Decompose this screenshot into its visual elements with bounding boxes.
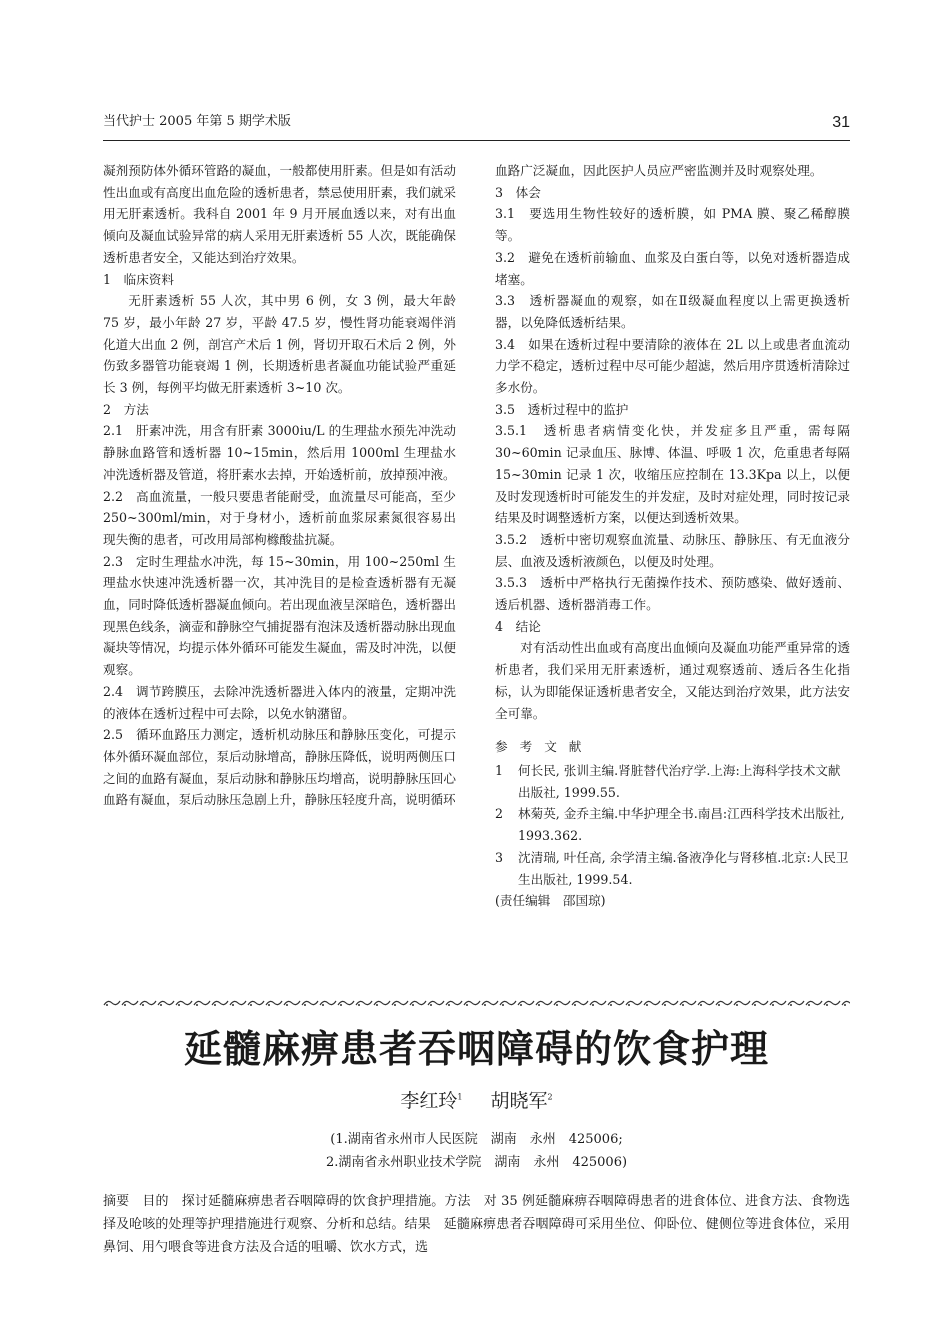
section-heading-conclusion: 4 结论 xyxy=(495,618,541,634)
right-column xyxy=(495,160,850,912)
author-affiliation-mark: 1 xyxy=(457,1092,463,1102)
reference-number: 2 xyxy=(495,806,504,822)
author-affiliations xyxy=(103,1128,850,1174)
paragraph-2-1: 2.1 肝素冲洗，用含有肝素 3000iu/L 的生理盐水预先冲洗动静脉血路管和透析器 10~15min，然后用 1000ml 生理盐水冲洗透析器及管道，将肝素水去掉，开始透析前，放掉预冲液。 xyxy=(103,423,456,482)
affiliation-line: 2.湖南省永州职业技术学院 湖南 永州 425006) xyxy=(325,1155,628,1170)
header-rule xyxy=(103,140,850,141)
paragraph-intro: 凝剂预防体外循环管路的凝血，一般都使用肝素。但是如有活动性出血或有高度出血危险的透析患者，禁忌使用肝素，我们就采用无肝素透析。我科自 2001 年 9 月开展血透以来，对有出血倾向及凝血试验异常的病人采用无肝素透析 55 人次，既能确保透析患者安全，又能达到治疗效果。 xyxy=(103,163,456,265)
section-heading-methods: 2 方法 xyxy=(103,401,149,417)
paragraph-2-3: 2.3 定时生理盐水冲洗，每 15~30min，用 100~250ml 生理盐水快速冲洗透析器一次，其冲洗目的是检查透析器有无凝血，同时降低透析器凝血倾向。若出现血液呈深暗色，透析器出现黑色线条，滴壶和静脉空气捕捉器有泡沫及透析器动脉出现血凝块等情况，均提示体外循环可能发生凝血，需及时冲洗，以便观察。 xyxy=(103,553,456,678)
paragraph-continued: 血路广泛凝血，因此医护人员应严密监测并及时观察处理。 xyxy=(495,163,823,178)
page-header xyxy=(103,110,850,136)
author-affiliation-mark: 2 xyxy=(547,1092,553,1102)
reference-item xyxy=(495,760,850,803)
paragraph-3-2: 3.2 避免在透析前输血、血浆及白蛋白等，以免对透析器造成堵塞。 xyxy=(495,249,850,287)
paragraph-2-5: 2.5 循环血路压力测定，透析机动脉压和静脉压变化，可提示体外循环凝血部位，泵后动脉增高，静脉压降低，说明两侧压口之间的血路有凝血，泵后动脉和静脉压均增高，说明静脉压回心血路有凝血，泵后动脉压急剧上升，静脉压轻度升高，说明循环 xyxy=(103,727,456,808)
article-abstract: 摘要 目的 探讨延髓麻痹患者吞咽障碍的饮食护理措施。方法 对 35 例延髓麻痹吞咽障碍患者的进食体位、进食方法、食物选择及呛咳的处理等护理措施进行观察、分析和总结。结果 延髓麻痹患者吞咽障碍可采用坐位、仰卧位、健侧位等进食体位，采用鼻饲、用勺喂食等进食方法及合适的咀嚼、饮水方式，选 xyxy=(103,1194,850,1255)
reference-item xyxy=(495,847,850,890)
page-number: 31 xyxy=(832,114,850,131)
author-name: 李红玲 xyxy=(400,1090,458,1112)
references-heading: 参 考 文 献 xyxy=(495,739,586,755)
responsible-editor: (责任编辑 邵国琼) xyxy=(495,893,606,909)
journal-name: 当代护士 2005 年第 5 期学术版 xyxy=(103,114,291,129)
paragraph-3-5-2: 3.5.2 透析中密切观察血流量、动脉压、静脉压、有无血液分层、血液及透析液颜色，以便及时处理。 xyxy=(495,531,850,569)
paragraph-2-2: 2.2 高血流量，一般只要患者能耐受，血流量尽可能高，至少 250~300ml/min，对于身材小，透析前血浆尿素氮很容易出现失衡的患者，可改用局部枸橼酸盐抗凝。 xyxy=(103,488,456,547)
author-name: 胡晓军 xyxy=(490,1090,548,1112)
reference-item xyxy=(495,803,850,846)
section-heading-experience: 3 体会 xyxy=(495,184,541,200)
reference-number: 3 xyxy=(495,849,504,865)
reference-number: 1 xyxy=(495,762,504,778)
paragraph-3-5-1: 3.5.1 透析患者病情变化快，并发症多且严重，需每隔 30~60min 记录血压、脉博、体温、呼吸 1 次，危重患者每隔 15~30min 记录 1 次，收缩压应控制在 13.3Kpa 以上，以便及时发现透析时可能发生的并发症，及时对症处理，同时按记录结果及时调整透析方案，以便达到透析效果。 xyxy=(495,423,850,526)
left-column xyxy=(103,160,456,811)
paragraph-3-3: 3.3 透析器凝血的观察，如在Ⅱ级凝血程度以上需更换透析器，以免降低透析结果。 xyxy=(495,293,850,330)
article-title: 延髓麻痹患者吞咽障碍的饮食护理 xyxy=(183,1026,769,1071)
reference-text: 何长民, 张训主编.肾脏替代治疗学.上海:上海科学技术文献出版社, 1999.55. xyxy=(518,762,841,800)
reference-text: 沈清瑞, 叶任高, 余学清主编.备液净化与肾移植.北京:人民卫生出版社, 1999.54. xyxy=(518,849,849,887)
paragraph-3-1: 3.1 要选用生物性较好的透析膜，如 PMA 膜、聚乙稀醇膜等。 xyxy=(495,206,850,244)
references-list xyxy=(495,760,850,890)
article-authors xyxy=(103,1086,850,1113)
section-heading-clinical: 1 临床资料 xyxy=(103,271,174,287)
paragraph-clinical: 无肝素透析 55 人次，其中男 6 例，女 3 例，最大年龄 75 岁，最小年龄 27 岁，平龄 47.5 岁，慢性肾功能衰竭伴消化道大出血 2 例，剖宫产术后 1 例，肾切开取石术后 2 例，外伤致多器管功能衰竭 1 例，长期透析患者凝血功能试验严重延长 3 例，每例平均做无肝素透析 3~10 次。 xyxy=(103,293,456,396)
affiliation-line: (1.湖南省永州市人民医院 湖南 永州 425006; xyxy=(330,1132,623,1147)
paragraph-3-4: 3.4 如果在透析过程中要清除的液体在 2L 以上或患者血流动力学不稳定，透析过程中尽可能少超滤，然后用序贯透析清除过多水份。 xyxy=(495,336,850,396)
section-heading-monitoring: 3.5 透析过程中的监护 xyxy=(495,401,629,417)
paragraph-conclusion: 对有活动性出血或有高度出血倾向及凝血功能严重异常的透析患者，我们采用无肝素透析，通过观察透前、透后各生化指标，认为即能保证透析患者安全，又能达到治疗效果，此方法安全可靠。 xyxy=(495,640,850,721)
paragraph-2-4: 2.4 调节跨膜压，去除冲洗透析器进入体内的液量，定期冲洗的液体在透析过程中可去除，以免水钠潴留。 xyxy=(103,683,456,721)
paragraph-3-5-3: 3.5.3 透析中严格执行无菌操作技术、预防感染、做好透前、透后机器、透析器消毒工作。 xyxy=(495,575,850,613)
ornamental-divider xyxy=(103,996,850,1010)
reference-text: 林菊英, 金乔主编.中华护理全书.南昌:江西科学技术出版社, 1993.362. xyxy=(518,806,845,844)
